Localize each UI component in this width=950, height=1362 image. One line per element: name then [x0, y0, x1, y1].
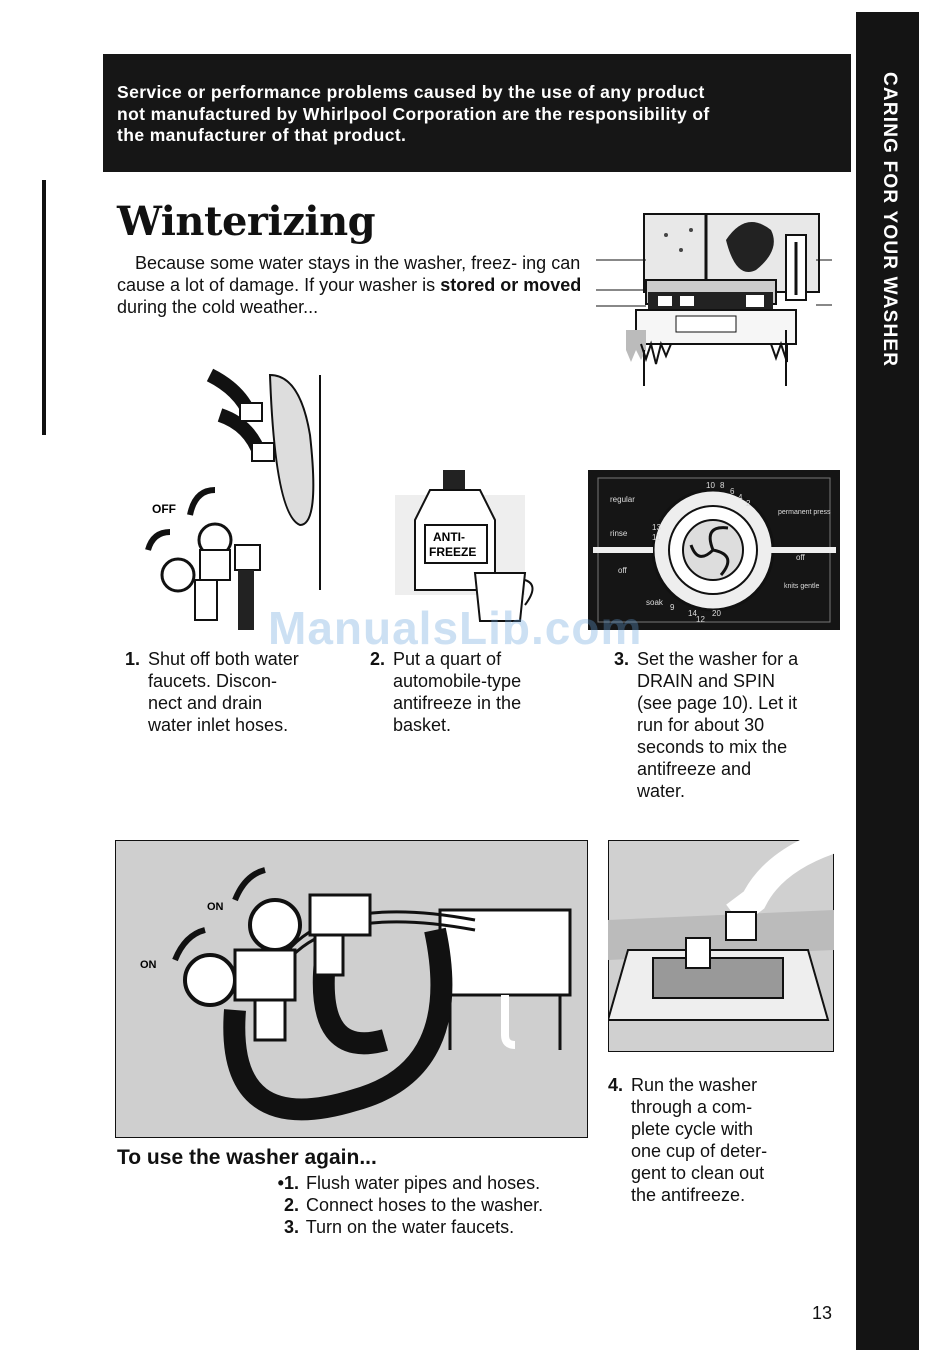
notice-line: not manufactured by Whirlpool Corporation are the responsibility of [117, 103, 710, 124]
winter-window-illustration [596, 210, 832, 386]
section-tab [856, 12, 919, 1350]
dial-label-regular: regular [610, 495, 635, 504]
bottle-label-freeze: FREEZE [429, 545, 477, 559]
dial-number-9: 9 [670, 603, 675, 612]
detergent-pouring-illustration [608, 840, 834, 1052]
step-number: 1. [125, 649, 141, 669]
list-item: 3. Turn on the water faucets. [283, 1217, 515, 1237]
dial-number-10: 10 [706, 481, 715, 490]
dial-number-4: 4 [738, 493, 743, 502]
notice-line: Service or performance problems caused by the use of any product [117, 82, 705, 102]
dial-label-permanent-press: permanent press [778, 509, 831, 516]
step-number: 3. [614, 649, 630, 669]
step-1 [125, 648, 355, 736]
dial-number-2: 2 [746, 499, 751, 508]
off-label: OFF [152, 502, 176, 516]
intro-text-end: during the cold weather... [117, 297, 319, 317]
faucets-on-illustration [115, 840, 588, 1138]
bottle-label-anti: ANTI- [433, 530, 465, 544]
dial-label-soak: soak [646, 598, 663, 607]
step-3 [614, 648, 844, 802]
dial-number-20: 20 [712, 609, 721, 618]
notice-box [103, 54, 851, 172]
intro-paragraph [117, 252, 612, 318]
section-tab-label: CARING FOR YOUR WASHER [878, 72, 900, 368]
again-list [265, 1172, 543, 1238]
step-text: Set the washer for a DRAIN and SPIN (see page 10). Let it run for about 30 seconds to mix the antifreeze and water. [637, 649, 799, 801]
again-heading: To use the washer again... [117, 1146, 377, 1169]
step-text: Run the washer through a com- plete cycle with one cup of deter- gent to clean out the antifreeze. [631, 1075, 768, 1205]
dial-label-rinse: rinse [610, 529, 628, 538]
dial-number-13: 13 [652, 523, 661, 532]
page-number: 13 [812, 1303, 833, 1323]
step-number: 4. [608, 1075, 624, 1095]
step-text: Shut off both water faucets. Discon- nect and drain water inlet hoses. [148, 649, 299, 735]
page-title: Winterizing [117, 198, 376, 245]
dial-number-12: 12 [696, 615, 705, 624]
dial-number-6: 6 [730, 487, 735, 496]
step-text: Put a quart of automobile-type antifreeze in the basket. [393, 649, 522, 735]
faucets-off-illustration [140, 365, 370, 635]
dial-label-knits-gentle: knits gentle [784, 583, 820, 590]
on-label-upper: ON [207, 901, 224, 913]
step-2 [370, 648, 600, 736]
on-label-lower: ON [140, 959, 157, 971]
dial-number-8: 8 [720, 481, 725, 490]
intro-text: Because some water stays in the washer, freez- ing can cause a lot of damage. If your washer is [117, 253, 581, 295]
dial-label-off-left: off [618, 566, 627, 575]
dial-label-off-right: off [796, 553, 805, 562]
list-item: •1. Flush water pipes and hoses. [277, 1173, 541, 1193]
notice-line: the manufacturer of that product. [117, 125, 407, 145]
intro-bold: stored or moved [440, 275, 582, 295]
dial-number-14: 14 [688, 609, 697, 618]
list-item: 2. Connect hoses to the washer. [283, 1195, 544, 1215]
margin-rule [42, 180, 46, 435]
step-4 [608, 1074, 838, 1206]
dial-number-11: 11 [652, 533, 661, 542]
step-number: 2. [370, 649, 386, 669]
watermark: ManualsLib.com [268, 602, 643, 654]
